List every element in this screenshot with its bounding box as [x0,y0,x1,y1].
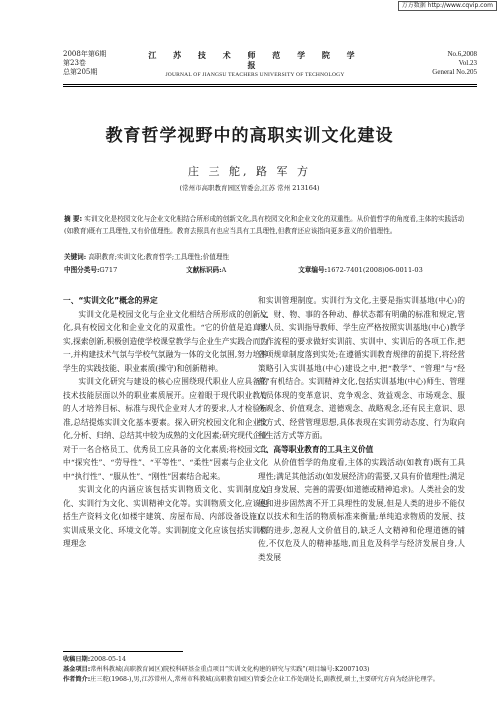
footnotes [63,655,468,685]
affiliation: (常州市高职教育园区管委会,江苏 常州 213164) [179,184,320,192]
classification-line [64,264,468,274]
header-center [140,50,370,80]
header-left [63,50,106,77]
year-issue: 2008年第6期 [63,50,107,58]
body-left-column [63,294,268,551]
doc-code-label: 文献标识码: [186,266,222,274]
section-1-paragraph-3: 实训文化的内涵应该包括实训物质文化、实训制度文化、实训行为文化、实训精神文化等。实训物质文化,应该包括生产资料文化(如楼宇建筑、房屋布局、内部设备设施)、实训成果文化、环境文化等。实训制度文化应该包括实训管理理念 [63,485,268,548]
author-info: 庄三舵(1968-),男,江苏常州人,常州市科教城(高职教育园区)管委会企业工作处副处长,副教授,硕士,主要研究方向为经济伦理学。 [90,676,439,683]
section-1-paragraph-2: 实训文化研究与建设的核心应围绕现代职业人应具备的技术技能层面以外的职业素质展开。应着眼于现代职业教育的人才培养目标、标准与现代企业对人才的要求,人才检验标准,总结提炼实训文化基本要素。探入研究校园文化和企业文化,分析、归纳、总结其中较为成熟的文化因素;研究现代企业对于一名合格员工、优秀员工应具备的文化素质;将校园文化中“探究性”、“劳导性”、“平等性”、“柔性”因素与企业文化中“执行性”、“服从性”、“刚性”因素结合起来。 [63,377,268,481]
fund-line [63,665,468,675]
clc-label: 中图分类号: [64,266,100,274]
received-line [63,655,468,665]
authors: 庄 三 舵, 路 军 方 [188,165,311,178]
total-issue: 总第205期 [63,68,98,76]
body-right-column [258,294,465,564]
abstract [64,213,468,237]
fund-text: 常州科教城(高职教育园区)院校科研基金重点项目“实训文化构建的研究与实践”(项目编号:K2007103) [90,666,370,673]
header-rule-top [63,84,477,85]
author-line [63,675,468,685]
received-label: 收稿日期: [63,656,91,663]
vol-no: Vol.23 [458,59,477,67]
abstract-text: 实训文化是校园文化与企业文化相结合所形成的创新文化,具有校园文化和企业文化的双重性。从价值哲学的角度看,主体的实践活动(如教育)既有工具理性,又有价值理性。教育去照具有也应当具有工具理性,但教育还应该指向更多意义的价值理性。 [64,215,465,235]
fund-label: 基金项目: [63,666,91,673]
doc-code-field [186,264,296,274]
right-paragraph-2: 从价值哲学的角度看,主体的实践活动(如教育)既有工具理性;满足其他活动(如发展经济)的需要,又具有价值理性;满足人自身发展、完善的需要(如道德或精神追求)。人类社会的发展和进步固然离不开工具理性的发展,但是人类的进步不能仅仅以技术和生活的物质标准来衡量;单纯追求物质的发展、技术的进步,忽视人文价值目的,缺乏人文精神和伦理道德的铺佐,不仅危及人的精神基地,而且危及科学与经济发展自身,人类发展 [258,458,465,562]
section-1-paragraph-1: 实训文化是校园文化与企业文化相结合所形成的创新文化,具有校园文化和企业文化的双重性。“它的价值是追真求实,探索创新,积极创造使学校课堂教学与企业生产实践合而为一,并构建技术气氛与学校气氛融为一体的文化氛围,努力培养学生的实践技能、职业素质(操守)和创新精神。 [63,309,268,373]
author-label: 作者简介: [63,676,91,683]
footnote-rule [63,651,183,652]
header-right [432,50,477,77]
issue-no: No.6,2008 [447,50,477,58]
right-paragraph-1: 和实训管理制度。实训行为文化,主要是指实训基地(中心)的人、财、物、事的各种动、静状态都有明确的标准和规定,管理人员、实训指导教师、学生应严格按照实训基地(中心)教学工作流程的要求做好实训前、实训中、实训后的各项工作,把各项规章制度落到实处;在遵循实训教育规律的前提下,将经营策略引入实训基地(中心)建设之中,把“教学”、“管理”与“经营”有机结合。实训精神文化,包括实训基地(中心)师生、管理人员体现的变革意识、竞争观念、效益观念、市场观念、服务观念、价值观念、道德观念、战略观念,还有民主意识、思维方式、经营管理思想,具体表现在实训劳动态度、行为取向和生活方式等方面。 [258,296,465,440]
article-no-label: 文章编号: [298,266,328,274]
article-no-field [298,264,423,274]
journal-name-en: JOURNAL OF JIANGSU TEACHERS UNIVERSITY OF TECHNOLOGY [165,72,345,78]
clc-value: G717 [99,266,118,274]
article-title: 教育哲学视野中的高职实训文化建设 [105,126,394,146]
volume: 第23卷 [63,59,86,67]
journal-header [0,50,499,82]
keywords [64,251,229,261]
abstract-label: 摘 要: [64,215,83,223]
section-2-heading: 二、高等职业教育的工具主义价值 [258,444,374,454]
keywords-text: 高职教育;实训文化;教育哲学;工具理性;价值理性 [88,253,230,261]
header-rule-bottom [63,86,477,87]
journal-name-cn: 江 苏 技 术 师 范 学 院 学 报 [148,50,362,70]
clc-field [64,264,184,274]
received-date: 2008-05-14 [90,656,126,663]
doc-code-value: A [221,266,227,274]
section-1-heading: 一、“实训文化”概念的界定 [63,296,158,305]
article-no-value: 1672-7401(2008)06-0011-03 [327,266,423,274]
watermark-stamp: 万方数据 http://www.cqvip.com [398,1,497,11]
keywords-label: 关键词: [64,253,87,261]
general-no: General No.205 [432,68,477,76]
